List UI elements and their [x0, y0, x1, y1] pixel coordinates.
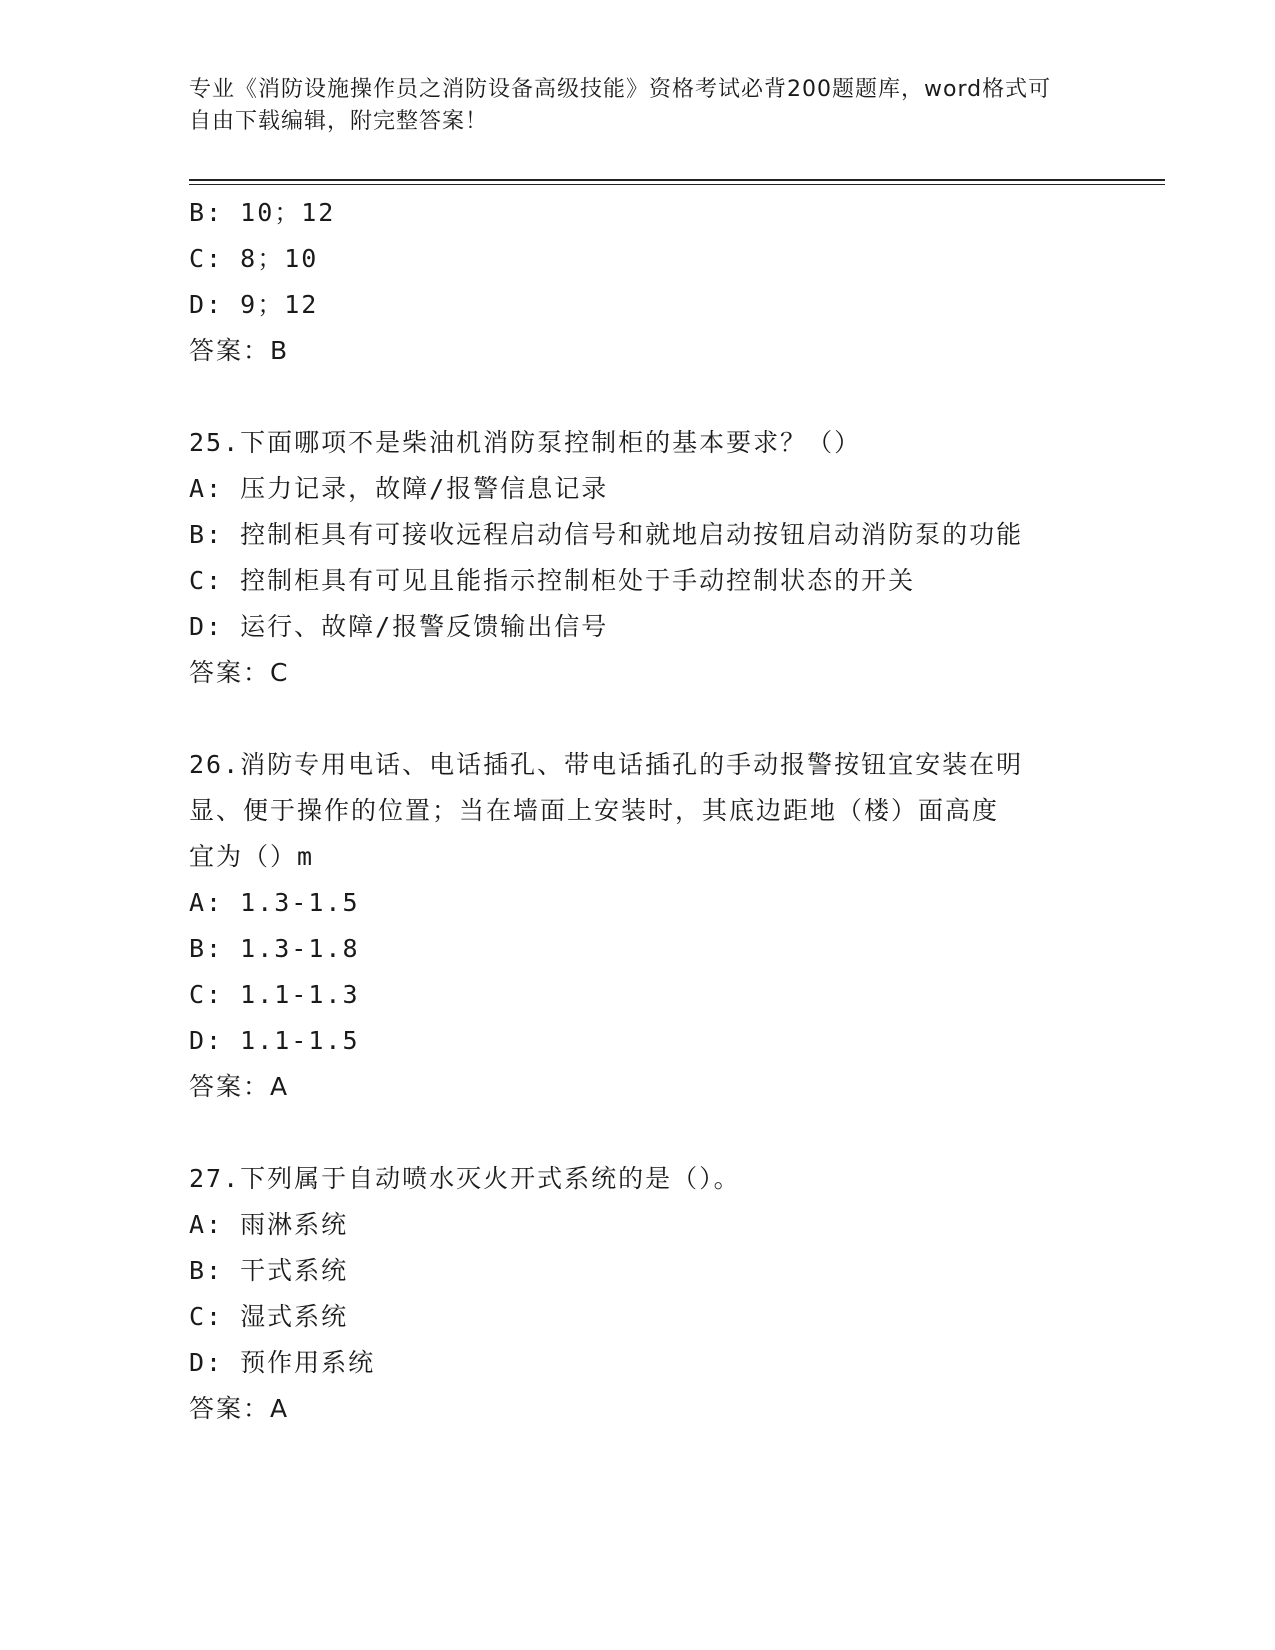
option-d: D: 1.1-1.5	[189, 1026, 360, 1055]
question-stem: 25.下面哪项不是柴油机消防泵控制柜的基本要求？（）	[189, 428, 862, 457]
header-rule-thin	[189, 184, 1165, 185]
option-c: C: 控制柜具有可见且能指示控制柜处于手动控制状态的开关	[189, 566, 916, 595]
option-c: C: 湿式系统	[189, 1302, 349, 1331]
question-stem: 27.下列属于自动喷水灭火开式系统的是（）。	[189, 1164, 741, 1193]
option-d: D: 9；12	[189, 290, 319, 319]
answer-line: 答案：B	[189, 336, 290, 365]
option-b: B: 10；12	[189, 198, 336, 227]
option-a: A: 压力记录，故障/报警信息记录	[189, 474, 609, 503]
option-a: A: 雨淋系统	[189, 1210, 349, 1239]
prev-question-block	[189, 190, 1089, 374]
answer-line: 答案：A	[189, 1394, 290, 1423]
option-b: B: 控制柜具有可接收远程启动信号和就地启动按钮启动消防泵的功能	[189, 520, 1024, 549]
option-a: A: 1.3-1.5	[189, 888, 360, 917]
question-content	[189, 190, 1089, 1432]
question-27	[189, 1156, 1089, 1432]
header-rule-thick	[189, 179, 1165, 181]
question-stem-line-3: 宜为（）m	[189, 842, 315, 871]
question-stem-line-2: 显、便于操作的位置；当在墙面上安装时，其底边距地（楼）面高度	[189, 796, 1000, 825]
option-b: B: 1.3-1.8	[189, 934, 360, 963]
spacer	[189, 696, 1089, 742]
option-c: C: 8；10	[189, 244, 319, 273]
answer-line: 答案：A	[189, 1072, 290, 1101]
option-b: B: 干式系统	[189, 1256, 349, 1285]
question-26	[189, 742, 1089, 1110]
option-c: C: 1.1-1.3	[189, 980, 360, 1009]
question-stem-line-1: 26.消防专用电话、电话插孔、带电话插孔的手动报警按钮宜安装在明	[189, 750, 1024, 779]
spacer	[189, 1110, 1089, 1156]
option-d: D: 预作用系统	[189, 1348, 376, 1377]
document-header: 专业《消防设施操作员之消防设备高级技能》资格考试必背200题题库，word格式可自由下载编辑，附完整答案！	[189, 77, 1052, 134]
spacer	[189, 374, 1089, 420]
answer-line: 答案：C	[189, 658, 290, 687]
option-d: D: 运行、故障/报警反馈输出信号	[189, 612, 609, 641]
question-25	[189, 420, 1089, 696]
